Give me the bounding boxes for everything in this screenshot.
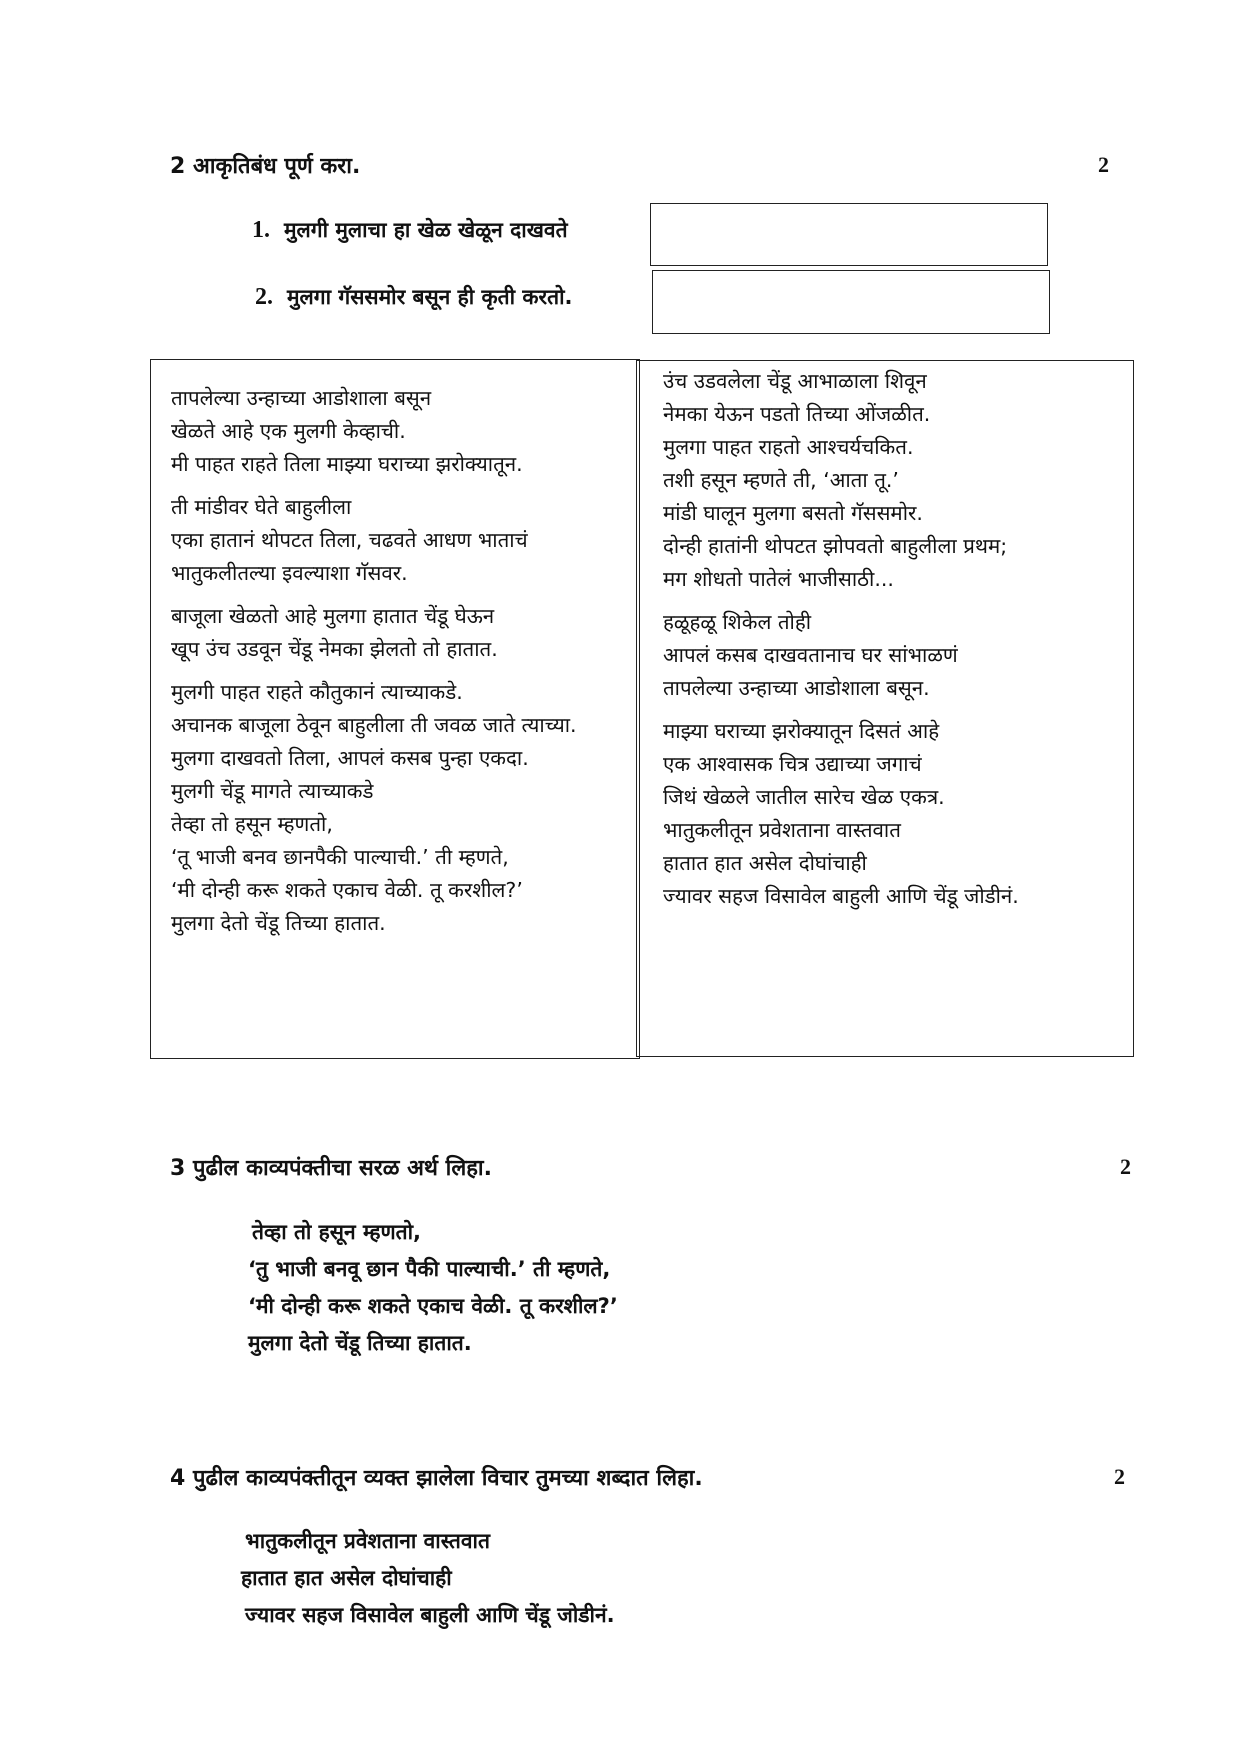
- q3-line-1: तेव्हा तो हसून म्हणतो,: [252, 1220, 422, 1244]
- poem-line: मग शोधतो पातेलं भाजीसाठी...: [663, 567, 894, 591]
- poem-line: उंच उडवलेला चेंडू आभाळाला शिवून: [663, 369, 927, 393]
- poem-line: तेव्हा तो हसून म्हणतो,: [171, 812, 333, 836]
- poem-line: हातात हात असेल दोघांचाही: [663, 851, 867, 875]
- q3-line-2: ‘तु भाजी बनवू छान पैकी पाल्याची.’ ती म्हणते,: [248, 1257, 611, 1281]
- poem-line: खूप उंच उडवून चेंडू नेमका झेलतो तो हातात.: [171, 637, 498, 661]
- poem-line: दोन्ही हातांनी थोपटत झोपवतो बाहुलीला प्रथम;: [663, 534, 1008, 558]
- q3-quoted-lines: [248, 1214, 618, 1362]
- q2-heading: 2 आकृतिबंध पूर्ण करा.: [170, 154, 361, 179]
- poem-line: खेळते आहे एक मुलगी केव्हाची.: [171, 419, 406, 443]
- poem-line: नेमका येऊन पडतो तिच्या ओंजळीत.: [663, 402, 931, 426]
- poem-line: मुलगी पाहत राहते कौतुकानं त्याच्याकडे.: [171, 680, 463, 704]
- poem-line: मुलगा दाखवतो तिला, आपलं कसब पुन्हा एकदा.: [171, 746, 529, 770]
- q4-quoted-lines: [241, 1523, 615, 1634]
- poem-line: हळूहळू शिकेल तोही: [663, 610, 812, 634]
- poem-line: ज्यावर सहज विसावेल बाहुली आणि चेंडू जोडीनं.: [663, 884, 1019, 908]
- q4-heading: 4 पुढील काव्यपंक्तीतून व्यक्त झालेला विचार तुमच्या शब्दात लिहा.: [170, 1466, 703, 1491]
- poem-right-box: [636, 360, 1134, 1057]
- q2-answer-box-1[interactable]: [650, 203, 1048, 266]
- q4-line-3: ज्यावर सहज विसावेल बाहुली आणि चेंडू जोडीनं.: [245, 1603, 615, 1627]
- poem-line: मुलगा पाहत राहतो आश्चर्यचकित.: [663, 435, 914, 459]
- poem-stanza: [171, 600, 639, 666]
- poem-stanza: [663, 715, 1133, 913]
- poem-line: तशी हसून म्हणते ती, ‘आता तू.’: [663, 468, 899, 492]
- poem-line: तापलेल्या उन्हाच्या आडोशाला बसून.: [663, 676, 930, 700]
- q2-item-1: [252, 216, 568, 244]
- poem-line: मुलगा देतो चेंडू तिच्या हातात.: [171, 911, 386, 935]
- poem-stanza: [171, 491, 639, 590]
- poem-stanza: [171, 382, 639, 481]
- q3-line-4: मुलगा देतो चेंडू तिच्या हातात.: [248, 1331, 472, 1355]
- poem-line: मांडी घालून मुलगा बसतो गॅससमोर.: [663, 501, 923, 525]
- poem-stanza: [663, 365, 1133, 596]
- poem-stanza: [663, 606, 1133, 705]
- q2-item-2-number: 2.: [255, 284, 273, 310]
- q3-heading: 3 पुढील काव्यपंक्तीचा सरळ अर्थ लिहा.: [170, 1156, 492, 1181]
- q2-item-2-text: मुलगा गॅससमोर बसून ही कृती करतो.: [287, 285, 573, 309]
- q2-answer-box-2[interactable]: [652, 270, 1050, 334]
- poem-line: माझ्या घराच्या झरोक्यातून दिसतं आहे: [663, 719, 940, 743]
- poem-line: एक आश्वासक चित्र उद्याच्या जगाचं: [663, 752, 922, 776]
- q4-marks: 2: [1114, 1464, 1125, 1489]
- poem-stanza: [171, 676, 639, 940]
- q4-line-1: भातुकलीतून प्रवेशताना वास्तवात: [245, 1529, 490, 1553]
- q3-line-3: ‘मी दोन्ही करू शकते एकाच वेळी. तू करशील?’: [248, 1294, 618, 1318]
- poem-left-box: [150, 359, 640, 1059]
- poem-line: भातुकलीतल्या इवल्याशा गॅसवर.: [171, 561, 408, 585]
- poem-line: एका हातानं थोपटत तिला, चढवते आधण भाताचं: [171, 528, 528, 552]
- q2-item-2: [255, 283, 573, 311]
- poem-line: आपलं कसब दाखवतानाच घर सांभाळणं: [663, 643, 958, 667]
- poem-line: भातुकलीतून प्रवेशताना वास्तवात: [663, 818, 901, 842]
- poem-line: ‘मी दोन्ही करू शकते एकाच वेळी. तू करशील?’: [171, 878, 523, 902]
- poem-line: मी पाहत राहते तिला माझ्या घराच्या झरोक्यातून.: [171, 452, 523, 476]
- q2-item-1-number: 1.: [252, 217, 270, 243]
- poem-line: जिथं खेळले जातील सारेच खेळ एकत्र.: [663, 785, 945, 809]
- poem-line: तापलेल्या उन्हाच्या आडोशाला बसून: [171, 386, 432, 410]
- poem-line: बाजूला खेळतो आहे मुलगा हातात चेंडू घेऊन: [171, 604, 495, 628]
- poem-line: मुलगी चेंडू मागते त्याच्याकडे: [171, 779, 374, 803]
- q2-item-1-text: मुलगी मुलाचा हा खेळ खेळून दाखवते: [284, 218, 568, 242]
- poem-line: अचानक बाजूला ठेवून बाहुलीला ती जवळ जाते त्याच्या.: [171, 713, 577, 737]
- q3-marks: 2: [1120, 1154, 1131, 1179]
- q2-marks: 2: [1098, 152, 1109, 177]
- poem-line: ती मांडीवर घेते बाहुलीला: [171, 495, 352, 519]
- q4-line-2: हातात हात असेल दोघांचाही: [241, 1566, 452, 1590]
- poem-line: ‘तू भाजी बनव छानपैकी पाल्याची.’ ती म्हणते,: [171, 845, 509, 869]
